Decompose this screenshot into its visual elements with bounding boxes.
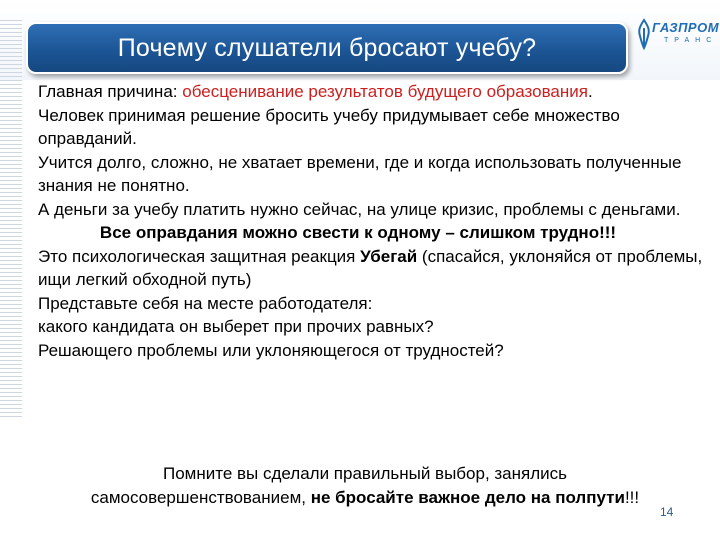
page-number: 14 [660,505,674,519]
title-banner [26,22,628,74]
decorative-lines [0,20,22,420]
slide-body [38,80,708,362]
flame-icon [634,18,654,50]
employer-prompt: Представьте себя на месте работодателя: [38,293,373,313]
money-paragraph: А деньги за учебу платить нужно сейчас, на улице кризис, проблемы с деньгами. [38,199,681,219]
main-reason-label: Главная причина: [38,82,183,101]
main-reason-highlight: обесценивание результатов будущего образования [182,82,588,101]
closing-emphasis: не бросайте важное дело на полпути [310,488,625,507]
defense-reaction-paragraph [38,245,708,292]
choice-question: Решающего проблемы или уклоняющегося от трудностей? [38,340,504,360]
time-paragraph: Учится долго, сложно, не хватает времени, где и когда использовать полученные знания не понятно. [38,152,682,195]
closing-line-1: Помните вы сделали правильный выбор, занялись [162,464,567,483]
logo-subtitle: ТРАНС [664,37,718,44]
main-reason [38,80,708,104]
excuses-paragraph: Человек принимая решение бросить учебу придумывает себе множество оправданий. [38,105,620,148]
closing-suffix: !!! [624,488,640,507]
main-reason-suffix: . [587,82,593,101]
gazprom-logo [634,18,720,52]
defense-keyword: Убегай [360,246,418,266]
slide-title: Почему слушатели бросают учебу? [117,33,537,62]
closing-line-2 [30,486,700,510]
defense-prefix: Это психологическая защитная реакция [38,246,361,266]
closing-message [30,462,700,510]
closing-prefix: самосовершенствованием, [90,488,311,507]
logo-name: ГАЗПРОМ [652,20,720,35]
defense-suffix: (спасайся, уклоняйся от проблемы, ищи легкий обходной путь) [38,246,703,289]
summary-statement: Все оправдания можно свести к одному – слишком трудно!!! [99,223,617,242]
candidate-question: какого кандидата он выберет при прочих равных? [38,317,434,336]
